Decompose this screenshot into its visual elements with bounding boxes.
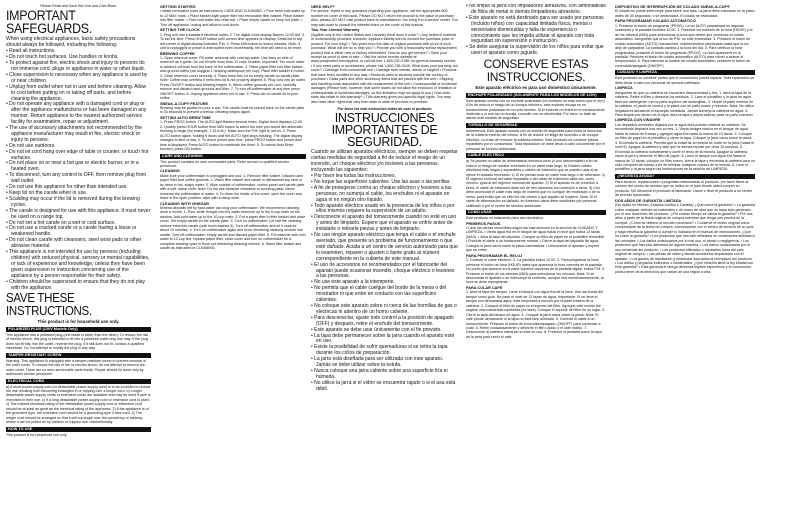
list-item: • No use este aparato a la intemperie. bbox=[311, 279, 395, 286]
section-text: This product is for household use only. bbox=[6, 432, 68, 437]
section-heading: DOS AÑOS DE GARANTÍA LIMITADA bbox=[615, 198, 682, 203]
save-title: SAVE THESE INSTRUCTIONS. bbox=[6, 291, 92, 319]
instruction-sections bbox=[160, 5, 306, 251]
column-warranty-and-spanish bbox=[311, 4, 458, 516]
list-item: • Do not use outdoors. bbox=[6, 142, 56, 149]
section-text: Advertencia: Este aparato cuenta con un tornillo de seguridad para evitar la remoción de la cubierta exterior del mismo. A fin de reducir el riesgo de incendio o de choque eléctrico, no trate de remover la cubierta exterior. Este producto no contiene piezas reparables por el consumidor. Toda reparación se debe llevar a cabo únicamente por el personal de servicio autorizado. bbox=[466, 128, 605, 151]
list-item: • Do not operate any appliance with a damaged cord or plug or after the appliance malfunctions or has been damaged in any manner. Return appliance to the nearest authorized service facility for examination, repair or adjustment. bbox=[6, 101, 147, 126]
list-item: • Close supervision is necessary when any appliance is used by or near children. bbox=[6, 71, 148, 84]
section-text: Asegúrese de que su cafetera se encuentre desconectada y fría. 1. Abra la tapa de la cafetera. Retire el filtro y deseche los residuos. 2. Lave el portafiltro y la jarra en agua tibia con detergente o en la parte superior del lavavajillas. 3. Limpie la parte exterior de la cafetera, el panel de control y la placa con un paño suave y húmedo. Nota: No utilice limpiadores abrasivos ni esponjas metálicas. Jamás sumerja la cafetera en agua. 4. Para limpiar por dentro de la tapa, abra la tapa y déjela abierta; pase un paño húmedo. bbox=[615, 90, 754, 117]
list-item: • Read all instructions. bbox=[6, 48, 56, 55]
section-text: • Lave las piezas removibles según las instrucciones en la sección de CUIDADO Y LIMPIEZA. • Vierta agua fría en el tanque de agua hasta el nivel que indica 12 tazas (MAX). • Abra la tapa del depósito. Coloque un filtro de papel en el portafiltro removible. • Enchufe el cable a un tomacorriente normal. • Cierre la tapa del depósito de agua. Coloque la jarra vacía sobre la placa calentadora. • Desconecte el aparato y espere que se enfríe. bbox=[466, 226, 606, 253]
section-bar-heading: TAMPER-RESISTANT SCREW bbox=[6, 353, 151, 358]
section-heading: PARA COLAR CAFÉ bbox=[466, 285, 503, 290]
section-text: For service, repair or any questions regarding your appliance, call the appropriate 800 number on cover of this book. Please DO NOT return the product to the place of purchase. Also, please DO NOT mail product back to manufacturer, nor bring it to a service center. You may also want to consult the website listed on the cover of this manual. bbox=[311, 9, 458, 27]
spanish-instruction-sections bbox=[615, 5, 755, 68]
section-heading: Two-Year Limited Warranty bbox=[311, 28, 360, 33]
section-heading: NEED HELP? bbox=[311, 5, 336, 9]
section-heading: DISPOSITIVO DE INTERRUPCIÓN DE COLADO SNEAK-A-CUP® bbox=[615, 5, 730, 9]
section-text: 1. Presione el botón de programar (PROG). La luz AUTO parpadeará en algunas ocasiones y la pantalla muestra 12:00. 2. Presione los botones de la hora (HOUR) y el de los minutos (MIN) para seleccionar la hora que desee que comience el colado automático. Asegúrese que la luz de P.M. no esté encendida. 3. Presione el botón de colado automático (AUTO) nuevamente, manteniéndolo presionado hasta que la luz deje de parpadear. La pantalla cambia a la hora del día. 4. Para verificar la hora programada, presione el botón de programar (PROG). La hora aparecerá en la pantalla. Presione el botón de colado automático (AUTO) para volver a activar el temporizador. 5. Para cancelar la función de colado automático, presione el botón de encendido/apagado (ON/OFF). bbox=[615, 23, 753, 68]
section-text: • Wash removable parts as instructed in CARE AND CLEANING. • Pour fresh cold water up to 12 MAX mark. • Place basket-style paper filter into removable filter basket. Place basket into filter holder. • Pour cold water into reservoir. • Place empty carafe on keep hot plate. • Turn off appliance, unplug and allow to cool down. bbox=[160, 9, 306, 27]
section-text: Warning: This appliance is equipped with a tamper-resistant screw to prevent removal of the outer cover. To reduce the risk of fire or electric shock, do not attempt to remove the outer cover. There are no user-serviceable parts inside. Repair should be done only by authorized service personnel. bbox=[6, 358, 147, 377]
section-text: El colado se puede interrumpir para servir una taza. La jarra debe colocarse en la placa antes de 30 segundos, o se desbordará. El colado se reanudará. bbox=[615, 9, 755, 18]
section-heading: BREWING COFFEE bbox=[160, 51, 195, 56]
list-item: • No utilice la jarra si el vidrio se encuentra rajado o si el asa está débil. bbox=[311, 379, 456, 392]
section-heading: SETTING THE CLOCK bbox=[160, 28, 200, 33]
section-text: Mineral deposits left by hard water can clog your coffeemaker. We recommend cleaning once a month. 1. Pour white vinegar into the water reservoir up to the 6-cup mark on the window. Add cold water up to the 10-cup mark. 2. Put a paper filter in filter basket and close cover. Set empty carafe on the carafe plate. 3. Turn on coffeemaker. Let half the cleaning mixture brew into carafe (until level reaches 5). Turn off coffeemaker and let it soak for about 15 minutes. 4. Turn on coffeemaker again and brew remaining cleaning mixture into carafe. Turn off coffeemaker; empty carafe and discard paper filter. 5. Fill reservoir with cold water to 12-cup line, replace paper filter, close cover and turn on coffeemaker for a complete brewing cycle to flush out remaining cleaning mixture. 6. Wash filter basket and carafe as instructed in CLEANING. bbox=[160, 206, 306, 251]
list-item: • Do not touch hot surfaces. Use handles or knobs. bbox=[6, 54, 119, 61]
safeguards-intro: When using electrical appliances, basic safety precautions should always be followed, including the following: bbox=[6, 36, 136, 49]
section-bar-heading: ELECTRICAL CORD bbox=[6, 379, 151, 384]
section-bar-heading: ENCHUFE POLARIZADO (SOLAMENTE PARA LOS MODELOS DE 120V) bbox=[466, 93, 606, 98]
section-text: Este aparato cuenta con un enchufe polarizado (un contacto es más ancho que el otro). A fin de reducir el riesgo de un choque eléctrico, este enchufe encaja en un tomacorriente polarizado en un solo sentido. Si el enchufe no entra en el tomacorriente, inviértalo y si aun así no encaja, consulte con un electricista. Por favor no trate de alterar esta medida de seguridad. bbox=[466, 98, 606, 121]
list-item: • Existe la posibilidad de sufrir quemaduras si se retira la tapa durante los ciclos de preparación. bbox=[311, 344, 448, 357]
list-item: • Se debe asegurar la supervisión de los niños para evitar que usen el aparato como juguete. bbox=[466, 44, 604, 57]
section-bar-heading: CUIDADO Y LIMPIEZA bbox=[615, 70, 755, 75]
list-item: • To disconnect, turn any control to OFF, then remove plug from wall outlet. bbox=[6, 172, 147, 185]
list-item: • Este aparato se debe usar únicamente con el fin previsto. bbox=[311, 326, 442, 333]
section-bar-heading: POLARIZED PLUG (120V Models Only) bbox=[6, 327, 151, 332]
list-item: • Todo aparato eléctrico usado en la presencia de los niños o por ellos mismos requiere la supervisión de un adulto. bbox=[311, 202, 455, 215]
list-item: • The carafe is designed for use with this appliance. It must never be used on a range top. bbox=[6, 207, 151, 220]
section-text: a) A short power-supply cord (or detachable power-supply cord) is to be provided to reduce the risk resulting from becoming entangled in or tripping over a longer cord. b) Longer detachable power-supply cords or extension cords are available and may be used if care is exercised in their use. c) If a long detachable power-supply cord or extension cord is used, 1) The marked electrical rating of the detachable power-supply cord or extension cord should be at least as great as the electrical rating of the appliance, 2) If the appliance is of the grounded type, the extension cord should be a grounding-type 3-wire cord, 3) The longer cord should be arranged so that it will not drape over the countertop or tabletop where it can be pulled on by children or tripped over unintentionally. bbox=[6, 384, 151, 425]
section-text: (Applies only in the United States and Canada) What does it cover? • Any defect in material or workmanship provided; however, Applica's liability will not exceed the purchase price of product. For how long? • Two years from the date of original purchase with proof of such purchase. What will we do to help you? • Provide you with a reasonably similar replacement product that is either new or factory refurbished. How do you get service? • Save your receipt as proof of date of sale. • Visit the online service website at www.prodprotect.com/applica, or call toll-free 1-800-231-9786, for general warranty service. • If you need parts or accessories, please call 1-800-738-0245. What does your warranty not cover? • Damage from commercial use • Damage from misuse, abuse or neglect • Products that have been modified in any way • Products used or serviced outside the country of purchase • Glass parts and other accessory items that are packed with the unit • Shipping and handling costs associated with the replacement of the unit • Consequential or incidental damages (Please note, however, that some states do not allow the exclusion or limitation of consequential or incidental damages, so this limitation may not apply to you.) How does state law relate to this warranty? • This warranty gives you specific legal rights. You may also have other rights that vary from state to state or province to province. bbox=[311, 32, 458, 104]
english-sections bbox=[6, 327, 151, 437]
section-text: Los depósitos minerales dejados por el agua dura pueden obstruir su cafetera. Se recomienda limpiarla una vez al mes. 1. Vierta vinagre blanco en el tanque de agua hasta la marca de 6 tazas y agregue agua fría hasta la marca de 10 tazas. 2. Coloque un filtro de papel en el portafiltro y cierre la tapa. Coloque la jarra vacía sobre la placa. 3. Encienda la cafetera. Permita que la mitad de la mezcla se cuele en la jarra (hasta el nivel 5). Apague la cafetera y deje que la mezcla repose por unos 15 minutos. 4. Encienda la cafetera nuevamente y cuele el resto de la mezcla. Apague la cafetera; vacíe la jarra y deseche el filtro de papel. 5. Llene el tanque con agua fría hasta la marca de 12 tazas, coloque un filtro nuevo, cierre la tapa y encienda la cafetera para un ciclo completo de colado a fin de eliminar cualquier residuo de la mezcla. 6. Lave el portafiltro y la jarra según las instrucciones en la sección de LIMPIEZA. bbox=[615, 122, 755, 172]
list-item: • La jarra está diseñada para ser utilizada con este aparato. Jamás se debe utilizar sobre la estufa. bbox=[311, 356, 444, 369]
list-item: • Children should be supervised to ensure that they do not play with the appliance. bbox=[6, 278, 146, 291]
section-heading: SETTING AUTO BREW TIME bbox=[160, 115, 211, 120]
section-heading: PRIMEROS PASOS bbox=[466, 221, 501, 226]
list-item: • El uso de accesorios no recomendados por el fabricante del aparato puede ocasionar incendio, choque eléctrico o lesiones a las personas. bbox=[311, 261, 455, 280]
spanish-save-subtitle: Este aparato eléctrico es para uso doméstico únicamente. bbox=[475, 85, 597, 91]
section-text: This appliance has a polarized plug (one blade is wider than the other). To reduce the risk of electric shock, this plug is intended to fit into a polarized outlet only one way. If the plug does not fit fully into the outlet, reverse the plug. If it still does not fit, contact a qualified electrician. Do not attempt to modify the plug in any way. bbox=[6, 332, 149, 351]
section-bar-heading: CABLE ELÉCTRICO bbox=[466, 153, 606, 158]
safeguards-list bbox=[6, 49, 151, 291]
section-text: This product contains no user serviceable parts. Refer service to qualified service personnel. bbox=[160, 159, 290, 168]
spanish-care-sections bbox=[615, 70, 755, 274]
section-bar-heading: ¿NECESITA AYUDA? bbox=[615, 174, 755, 179]
section-bar-heading: COMO USAR bbox=[466, 210, 606, 215]
save-subtitle: This product is for household use only. bbox=[37, 319, 120, 325]
section-text: Make sure your coffeemaker is unplugged and cool. 1. Remove filter basket. Discard used paper filter and coffee grounds. 2. Wash filter basket and carafe in dishwasher top rack or by hand in hot, soapy water. 3. Wipe outside of coffeemaker, control panel and carafe plate with a soft, damp cloth. Note: Do not use abrasive cleansers or scouring pads. Never immerse the coffeemaker in water. 4. To clean the inside of the cover, open the cover and leave in the open position; wipe with a damp cloth. bbox=[160, 173, 305, 201]
list-item: • Nunca coloque una jarra caliente sobre una superficie fría ni húmeda. bbox=[311, 367, 448, 380]
list-item: • Este aparato no está destinado para ser usado por personas (incluido niños) con capacidad limitada física, mental o sensoriales disminuidas y falta de experiencia o conocimiento que les impida utilizar el aparato con toda seguridad sin supervisión o instrucción. bbox=[466, 14, 604, 45]
list-item: • Keep lid on the carafe when in use. bbox=[6, 190, 88, 197]
list-item: • No toque las superficies calientes. Use las asas o las perillas. bbox=[311, 178, 451, 185]
section-heading: GETTING STARTED bbox=[160, 5, 196, 9]
list-item: • Desconecte el aparato del tomacorriente cuando no esté en uso y antes de limpiarlo. Espere que el aparato se enfríe antes de instalarle o retirarle piezas y antes de limpiarlo. bbox=[311, 214, 457, 233]
list-item: • No use ningún aparato eléctrico que tenga el cable o el enchufe averiado, que presente un problema de funcionamiento o que esté dañado. Acuda a un centro de servicio autorizado para que lo examinen, reparen o ajusten o llame gratis al número correspondiente en la cubierta de este manual. bbox=[311, 232, 458, 262]
list-item: • This appliance is not intended for use by persons (including children) with reduced physical, sensory or mental capabilities, or lack of experience and knowledge, unless they have been given supervision or instruction concerning use of the appliance by a person responsible for their safety. bbox=[6, 249, 150, 279]
spanish-note: Por favor lea este instructivo antes de usar el producto bbox=[337, 106, 432, 111]
list-item: • To protect against fire, electric shock and injury to persons do not immerse cord, plugs or appliance in water or other liquid. bbox=[6, 60, 145, 72]
list-item: • Do not set a hot carafe on a wet or cold surface. bbox=[6, 219, 116, 226]
list-item: • No permita que el cable cuelgue del borde de la mesa o del mostrador ni que entre en contacto con las superficies calientes. bbox=[311, 285, 447, 304]
spanish-safeguards-list bbox=[311, 174, 458, 393]
section-text: 1. Open reservoir cover. Fill water reservoir with cold tap water. Use lines on side of reservoir as a guide. Do not fill with more than 12 cups of water. Important: Too much water is added it will leak from the back of the coffeemaker. 2. Place paper filter into filter basket. Add ground coffee (we suggest 1 heaping tablespoon per cup). Place filter basket in holder. 3. Close reservoir cover securely. 4. Place brew-thru lid on empty carafe on carafe plate. Note: Coffee may overflow if brew-thru lid is not properly aligned. 5. Plug cord into an outlet. Press ON/OFF button and brewing begins. 6. When coffee grounds are cool, carefully remove and discard used grounds and filter. 7. To turn off coffeemaker at any time press ON/OFF button. 8. Unplug appliance when not in use. 9. Press lab on carafe lid to pour coffee. bbox=[160, 55, 306, 101]
column-blank bbox=[756, 4, 800, 516]
list-item: • Para desconectar, ajuste todo control a la posición de apagado (OFF) y después, retire el enchufe del tomacorriente. bbox=[311, 314, 454, 327]
section-bar-heading: CARE AND CLEANING bbox=[160, 154, 306, 159]
list-item: • Do not let cord hang over edge of table or counter, or touch hot surfaces. bbox=[6, 148, 149, 161]
section-heading: SNEAK-A-CUP® FEATURE bbox=[160, 101, 209, 106]
list-item: • Do not use this appliance for other than intended use. bbox=[6, 184, 128, 191]
list-item: • A fin de protegerse contra un choque eléctrico y lesiones a las personas, no sumerja el cable, los enchufes ni el aparato en agua ni en ningún otro líquido. bbox=[311, 184, 452, 203]
section-bar-heading: HOW TO USE bbox=[6, 427, 151, 432]
list-item: • Unplug from outlet when not in use and before cleaning. Allow to cool before putting on or taking off parts, and before cleaning the appliance. bbox=[6, 83, 147, 102]
section-text: Este producto es solamente para uso doméstico. bbox=[466, 216, 544, 221]
section-heading: PARA PROGRAMAR EL RELOJ bbox=[466, 253, 523, 258]
list-item: • Do not place on or near a hot gas or electric burner, or in a heated oven. bbox=[6, 160, 139, 173]
section-text: 1. Press PROG button. The AUTO light flashes several times. Digital clock displays 12:00. 2. Quickly press HOUR button then MIN button to select the time you would like automatic brewing to begin (for example, 7:15 A.M.). Make sure the P.M. light is not on. 3. Press AUTO button again, holding it down until the AUTO light stops flashing. The digital display changes to time of day. 4. To check preset auto time, press PROG button and preset auto time is displayed. Press AUTO button to reactivate the timer. 5. To cancel Auto Brew function, press ON button. bbox=[160, 120, 304, 152]
section-text: Para servicio, reparaciones o preguntas relacionadas al producto, por favor llame al número del centro de servicio que se indica en el país donde usted compró su producto. NO devuelva el producto al fabricante. Llame o lleve el producto a un centro de servicio autorizado. bbox=[615, 179, 753, 198]
column-spanish-instructions bbox=[615, 4, 755, 516]
section-text: 1. Plug unit into a standard electrical outlet. 2. The digital clock display flashes 12:00 AM. 3. To set the time: Press HOUR button until correct time appears on display. Small dot in top left corner of digital display indicates P.M. 4. Press MIN button to select minutes. Note: If unit is unplugged or power is interrupted even momentarily, the time will need to be reset. bbox=[160, 32, 306, 51]
safeguards-title: IMPORTANT SAFEGUARDS. bbox=[6, 8, 92, 37]
section-text: Este producto no contiene partes que el consumidor pueda reparar. Toda reparación se debe llevar a cabo por personal de servicio calificado. bbox=[615, 76, 754, 85]
spanish-bullets bbox=[466, 4, 606, 57]
list-item: • Do not clean carafe with cleansers, steel wool pads or other abrasive material. bbox=[6, 237, 142, 250]
list-item: • Por favor lea todas las instrucciones. bbox=[311, 173, 396, 180]
spanish-intro: Cuando se utilizan aparatos eléctricos, siempre se deben respetar ciertas medidas de seguridad a fin de reducir el riesgo de un incendio, un choque eléctrico y/o lesiones a las personas, incluyendo las siguientes: bbox=[311, 149, 458, 174]
section-heading: CLEANING bbox=[160, 169, 180, 174]
warranty-sections bbox=[311, 5, 458, 104]
top-note: Please Read and Save this Use and Care Book. bbox=[40, 4, 117, 8]
spanish-title: INSTRUCCIONES IMPORTANTES DE SEGURIDAD. bbox=[331, 111, 438, 150]
list-item: • La tapa debe permanecer sobre la jarra cuando el aparato esté en uso. bbox=[311, 332, 455, 345]
section-heading: LIMPIEZA bbox=[615, 86, 633, 91]
list-item: • Scalding may occur if the lid is removed during the brewing cycles. bbox=[6, 195, 140, 208]
spanish-save-title: CONSERVE ESTAS INSTRUCCIONES. bbox=[483, 57, 589, 85]
section-text: (No aplica en México, Estados Unidos o Canadá) ¿Qué cubre la garantía? • La garantía cubre cualquier defecto de materiales o de mano de obra que no haya sido generado por el uso incorrecto del producto. ¿Por cuánto tiempo es válida la garantía? • Por dos años a partir de la fecha original de compra mientras que tenga una prueba de la compra. ¿Cómo se obtiene el servicio necesario? • Conserve el recibo original como comprobante de la fecha de compra, comuníquese con el centro de servicio de su país y haga efectiva la garantía si cumple lo indicado en el manual de instrucciones. ¿Qué no cubre la garantía? • Los productos que han sido utilizados en condiciones distintas a las normales. • Los daños ocasionados por el mal uso, el abuso o negligencia. • Los productos que han sido alterados de alguna manera. • Los daños ocasionados por el uso comercial del producto. • Los productos utilizados o reparados fuera del país original de compra. • Las piezas de vidrio y demás accesorios empacados con el aparato. • Los gastos de tramitación y embarque asociados al reemplazo del producto. • Los daños y perjuicios indirectos o incidentales. ¿Qué relación tiene la ley estatal con esta garantía? • Esta garantía le otorga derechos legales específicos y el consumidor podría tener otros derechos que varían de una región a otra. bbox=[615, 203, 755, 274]
list-item: • Do not use a cracked carafe or a carafe having a loose or weakened handle. bbox=[6, 225, 137, 238]
column-spanish-safeguards bbox=[466, 4, 606, 516]
section-text: 1. Abra la tapa del tanque. Llene el tanque con agua fría de la llave. Use las líneas del tanque como guía. No pase el nivel de 12 tazas de agua. Importante: Si se llena el tanque con demasiada agua, ésta empezará a escurrir por la parte trasera de la cafetera. 2. Coloque el filtro de papel en el soporte del filtro. Agregue café molido (se sugiere una cucharada copeteada por taza). Coloque el soporte del filtro en su lugar. 3. Cierre la tapa del tanque de agua. 4. Coloque la jarra vacía sobre la placa. Nota: El café puede derramarse si la tapa no está bien alineada. 5. Conecte el cable a un tomacorriente. Presione el botón de encendido/apagado (ON/OFF) para comenzar a colar. 6. Retire cuidadosamente y deseche el filtro usado y el café molido. 7. Desconecte la cafetera mientras no esté en uso. 8. Presione la pestaña sobre la tapa de la jarra para servir el café. bbox=[466, 290, 605, 339]
list-item: • No coloque este aparato sobre ni cerca de las hornillas de gas o eléctricas ni adentro de un horno caliente. bbox=[311, 302, 457, 315]
column-english-safeguards bbox=[6, 4, 151, 516]
section-heading: CLEANING WITH VINEGAR bbox=[160, 201, 209, 206]
section-text: 1. Conecte el cable eléctrico. 2. La pantalla indica 12:00. 3. Para programar la hora, presione el botón de hora (HOUR) hasta que aparezca la hora correcta en la pantalla. Un punto que aparece en la parte superior izquierda de la pantalla digital, indica P.M. 4. Presione el botón de los minutos (MIN) para seleccionar los minutos. Nota: Si se desconecta el aparato o se interrumpe la corriente, aunque sea momentáneamente, la hora se debe reprogramar. bbox=[466, 258, 606, 285]
column-english-instructions bbox=[160, 4, 306, 516]
section-bar-heading: TORNILLO DE SEGURIDAD bbox=[466, 123, 606, 128]
section-text: Brewing may be paused to pour a cup. The carafe must be placed back on the carafe plate in 30 seconds to prevent overflow. Brewing begins again. bbox=[160, 105, 305, 115]
section-heading: LIMPIEZA CON VINAGRE bbox=[615, 118, 661, 123]
spanish-sections bbox=[466, 93, 606, 340]
section-text: a) Se provee un cable de alimentación eléctrica corto (o uno desmontable) a fin de reducir el riesgo de resultar enredado en un cable más largo. b) Existen cables eléctricos más largos y separables o cables de extensión que se pueden usar si se ejerce el cuidado necesario. c) Si es preciso usar un cable más largo o de extensión: 1) El régimen nominal del cable separable o del cable de extensión debe ser, como mínimo, igual al del régimen nominal del aparato. 2) Si el aparato es de conexión a tierra, el cable de extensión debe ser de tres alambres con conexión a tierra. 3) Uno debe acomodar el cable más largo de manera que no cuelgue del mostrador o de la mesa, para evitar que un niño tire del mismo o que alguien se tropiece. Nota: Si el cable de alimentación es dañado, en América Latina debe sustituirse por personal calificado o por el centro de servicio autorizado. bbox=[466, 159, 606, 208]
list-item: • No limpie la jarra con limpiadores abrasivos, con almohadillas de fibra de metal ni demás limpiadores abrasivos. bbox=[466, 4, 606, 15]
list-item: • The use of accessory attachments not recommended by the appliance manufacturer may result in fire, electric shock or injury to persons. bbox=[6, 125, 142, 143]
section-heading: PARA PROGRAMAR COLADO AUTOMÁTICO bbox=[615, 19, 696, 24]
